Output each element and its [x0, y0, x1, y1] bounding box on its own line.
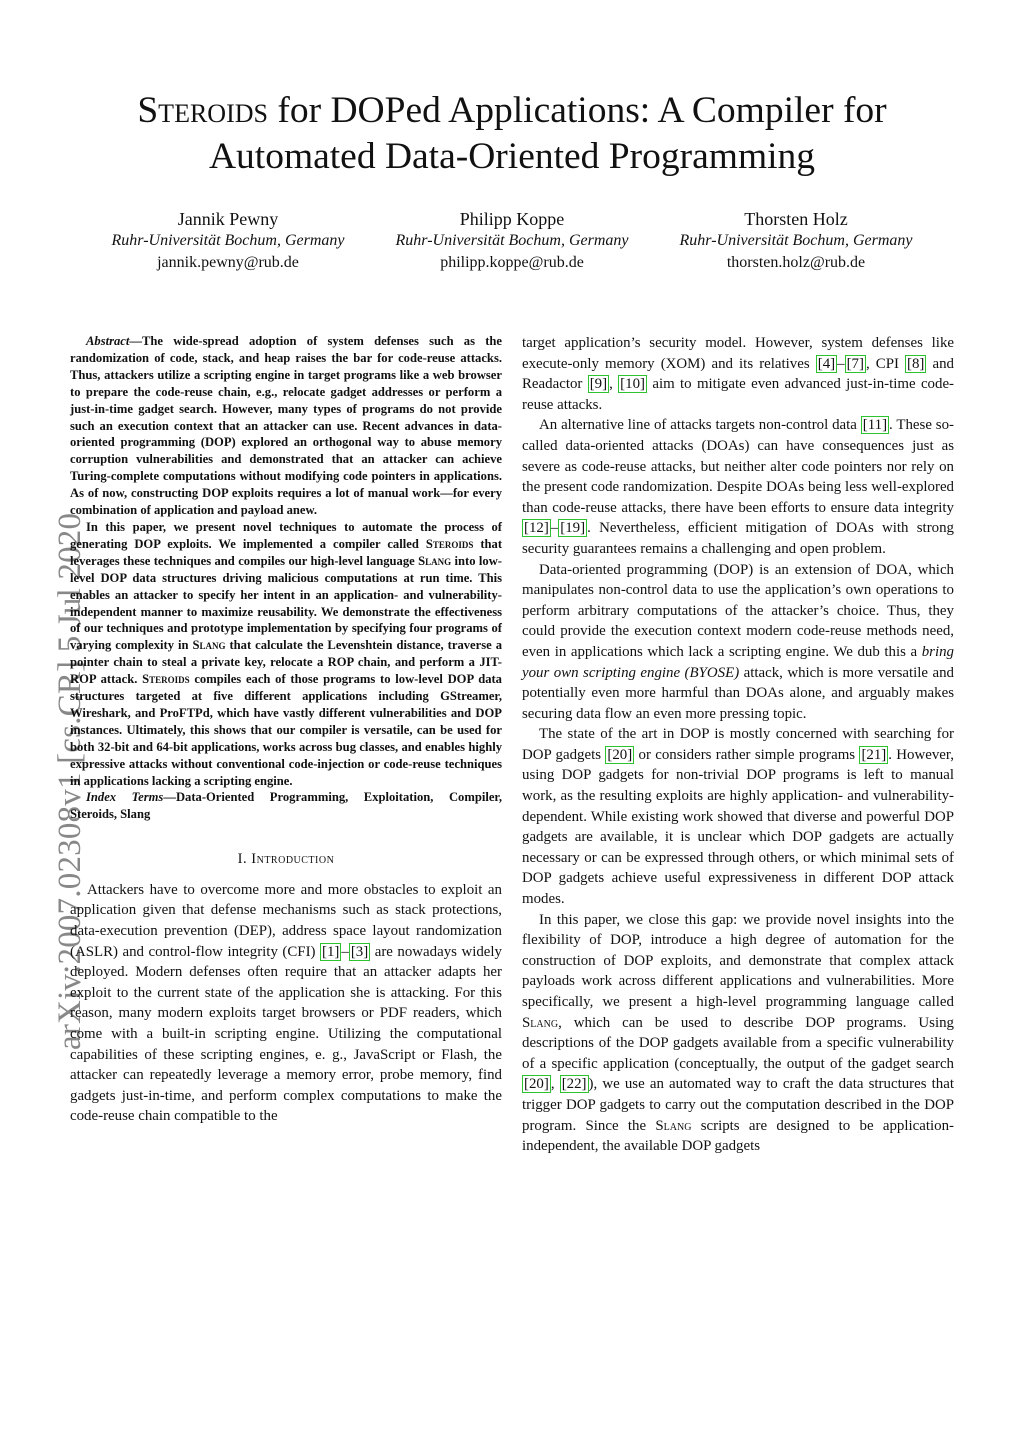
slang-term-2: Slang — [655, 1117, 692, 1134]
intro-right-p4-c: . However, using DOP gadgets for non-trivial DOP programs is left to manual work, as the resulting exploits are highly application- and vulnerability-dependent. While existing work showed that diverse and powerful DOP gadgets are available, it is unclear which DOP gadgets are actually necessary or can be expressed through others, or which minimal sets of DOP gadgets achieve useful expressiveness in different DOP attack modes. — [522, 746, 954, 908]
author-name: Philipp Koppe — [459, 209, 565, 229]
abstract-p2-a: In this paper, we present novel techniques to automate the process of generating DOP exploits. We implemented a compiler called — [70, 519, 502, 551]
author-name: Jannik Pewny — [177, 209, 279, 229]
citation-link[interactable]: [9] — [589, 376, 608, 393]
intro-right-p3-a: Data-oriented programming (DOP) is an extension of DOA, which manipulates non-control data to use the application’s own operations to perform arbitrary computations of the attacker’s choice. Thus, they could provide the execution context modern code-reuse methods need, even in applications which lack a scripting engine. We dub this a — [522, 561, 954, 660]
intro-right-p5-a: In this paper, we close this gap: we provide novel insights into the flexibility of DOP, introduce a high degree of automation for the construction of DOP exploits, and demonstrate that complex attack payloads work across different applications and vulnerabilities. More specifically, we present a high-level programming language called — [522, 911, 954, 1010]
index-terms-label: Index Terms — [86, 790, 164, 805]
abstract-slang: Slang — [418, 553, 452, 568]
slang-term: Slang — [522, 1014, 559, 1031]
citation-link[interactable]: [20] — [607, 746, 633, 763]
citation-comma: , — [609, 376, 619, 393]
right-column — [522, 333, 954, 1157]
abstract-p1: —The wide-spread adoption of system defenses such as the randomization of code, stack, and heap raises the bar for code-reuse attacks. Thus, attackers utilize a scripting engine in target programs like a web browser to prepare the code-reuse chain, e.g., relocate gadget addresses or perform a just-in-time gadget search. However, many types of programs do not provide such an execution context that an attacker can use. Recent advances in data-oriented programming (DOP) explored an orthogonal way to abuse memory corruption vulnerabilities and demonstrated that an attacker can achieve Turing-complete computations without modifying code pointers in applications. As of now, constructing DOP exploits requires a lot of manual work—for every combination of application and payload anew. — [70, 334, 502, 518]
abstract — [70, 333, 502, 823]
intro-right-p1-d: aim to mitigate even advanced just-in-time code-reuse attacks. — [522, 376, 955, 413]
citation-link[interactable]: [10] — [620, 376, 645, 393]
citation-link[interactable]: [22] — [561, 1076, 587, 1093]
author-email: philipp.koppe@rub.de — [440, 254, 584, 271]
title-line1: for DOPed Applications: A Compiler for — [267, 90, 887, 131]
left-column — [70, 333, 502, 1127]
author-affiliation: Ruhr-Universität Bochum, Germany — [395, 232, 629, 249]
intro-right-p4-a: The state of the art in DOP is mostly concerned with searching for DOP gadgets — [522, 726, 954, 763]
citation-link[interactable]: [21] — [861, 746, 887, 763]
author-affiliation: Ruhr-Universität Bochum, Germany — [679, 232, 913, 249]
abstract-p2-b: that leverages these techniques and compiles our high-level language — [70, 536, 503, 568]
citation-link[interactable]: [20] — [524, 1076, 549, 1093]
citation-link[interactable]: [4] — [817, 355, 836, 372]
citation-dash: – — [550, 520, 559, 537]
title-steroids: Steroids — [137, 90, 268, 131]
author-name: Thorsten Holz — [744, 209, 848, 229]
abstract-p2-d: that calculate the Levenshtein distance, traverse a pointer chain to steal a private key, relocate a ROP chain, and perform a JIT-ROP attack. — [70, 638, 502, 687]
citation-link[interactable]: [3] — [350, 943, 369, 960]
intro-right-p2-a: An alternative line of attacks targets non-control data — [539, 417, 861, 434]
intro-right-p2-b: . These so-called data-oriented attacks (DOAs) can have consequences just as severe as code-reuse attacks, but neither alter code pointers nor rely on the present code randomization. Despite DOAs being less well-explored than code-reuse attacks, there have been efforts to ensure data integrity — [522, 417, 954, 516]
intro-right-p3-b: attack, which is more versatile and potentially even more harmful than DOAs alone, and arguably makes securing data flow an even more pressing topic. — [522, 664, 954, 722]
citation-dash: – — [837, 355, 845, 372]
intro-right-body — [522, 333, 954, 1157]
intro-right-p4-b: or considers rather simple programs — [634, 746, 860, 763]
author-email: thorsten.holz@rub.de — [726, 254, 866, 271]
citation-dash: – — [341, 943, 349, 960]
intro-right-p5-d: scripts are designed to be application-independent, the available DOP gadgets — [522, 1117, 954, 1155]
intro-right-p5-b: , which can be used to describe DOP programs. Using descriptions of the DOP gadgets available from a specific vulnerability of a specific application (conceptually, the output of the gadget search — [522, 1014, 954, 1072]
author-email: jannik.pewny@rub.de — [157, 254, 299, 271]
citation-link[interactable]: [19] — [560, 520, 586, 537]
intro-left-body — [70, 880, 502, 1127]
citation-link[interactable]: [7] — [846, 355, 864, 372]
abstract-slang-2: Slang — [192, 638, 226, 653]
intro-right-p1-c: and Readactor — [522, 355, 954, 393]
abstract-p2-c: into low-level DOP data structures driving malicious computations at run time. This enables an attacker to specify her intent in an application- and vulnerability-independent manner to maximize reusability. We demonstrate the effectiveness of our techniques and prototype implementation by specifying four programs of varying complexity in — [70, 553, 503, 653]
citation-link[interactable]: [1] — [322, 943, 340, 960]
arxiv-identifier: arXiv:2007.02308v1 [cs.CR] 5 Jul 2020 — [52, 512, 88, 1050]
paper-title — [40, 88, 984, 180]
author-block — [362, 208, 662, 274]
section-title: Introduction — [251, 851, 335, 868]
abstract-p2-e: compiles each of those programs to low-level DOP data structures targeted at five different applications including GStreamer, Wireshark, and ProFTPd, which have vastly different vulnerabilities and DOP instances. Ultimately, this shows that our compiler is versatile, can be used for both 32-bit and 64-bit applications, works across bug classes, and enables highly expressive attacks without conventional code-injection or code-reuse techniques in applications lacking a scripting engine. — [70, 672, 502, 788]
intro-left-p1-b: are nowadays widely deployed. Modern defenses often require that an attacker adapts her exploit to the current state of the application she is attacking. For this reason, many modern exploits target browsers or PDF readers, which come with a built-in scripting engine. Utilizing the computational capabilities of these scripting engines, e. g., JavaScript or Flash, the attacker can repeatedly leverage a memory error, probe memory, find gadgets just-in-time, and perform complex computations to make the code-reuse chain compatible to the — [70, 943, 503, 1125]
section-number: I. — [237, 851, 252, 868]
index-terms: —Data-Oriented Programming, Exploitation, Compiler, Steroids, Slang — [70, 790, 502, 822]
title-line2: Automated Data-Oriented Programming — [208, 136, 816, 177]
section-heading-introduction — [70, 849, 502, 870]
author-block — [78, 208, 378, 274]
citation-link[interactable]: [8] — [907, 355, 925, 372]
abstract-steroids-2: Steroids — [142, 672, 190, 687]
author-block — [646, 208, 946, 274]
citation-link[interactable]: [12] — [524, 520, 549, 537]
intro-right-p1-a: target application’s security model. However, system defenses like execute-only memory (XOM) and its relatives — [522, 335, 954, 372]
byose-term: bring your own scripting engine (BYOSE) — [522, 643, 954, 681]
intro-right-p5-c: ), we use an automated way to craft the data structures that trigger DOP gadgets to carry out the computation described in the DOP program. Since the — [522, 1076, 954, 1134]
citation-comma: , — [550, 1076, 560, 1093]
intro-right-p2-c: . Nevertheless, efficient mitigation of DOAs with strong security guarantees remains a challenging and open problem. — [522, 520, 954, 557]
intro-left-p1-a: Attackers have to overcome more and more obstacles to exploit an application given that defense mechanisms such as stack protections, data-execution prevention (DEP), address space layout randomization (ASLR) and control-flow integrity (CFI) — [70, 881, 502, 960]
abstract-steroids: Steroids — [425, 536, 474, 551]
citation-link[interactable]: [11] — [862, 417, 888, 434]
author-affiliation: Ruhr-Universität Bochum, Germany — [111, 232, 345, 249]
abstract-label: Abstract — [86, 334, 130, 348]
intro-right-p1-b: , CPI — [865, 355, 906, 372]
